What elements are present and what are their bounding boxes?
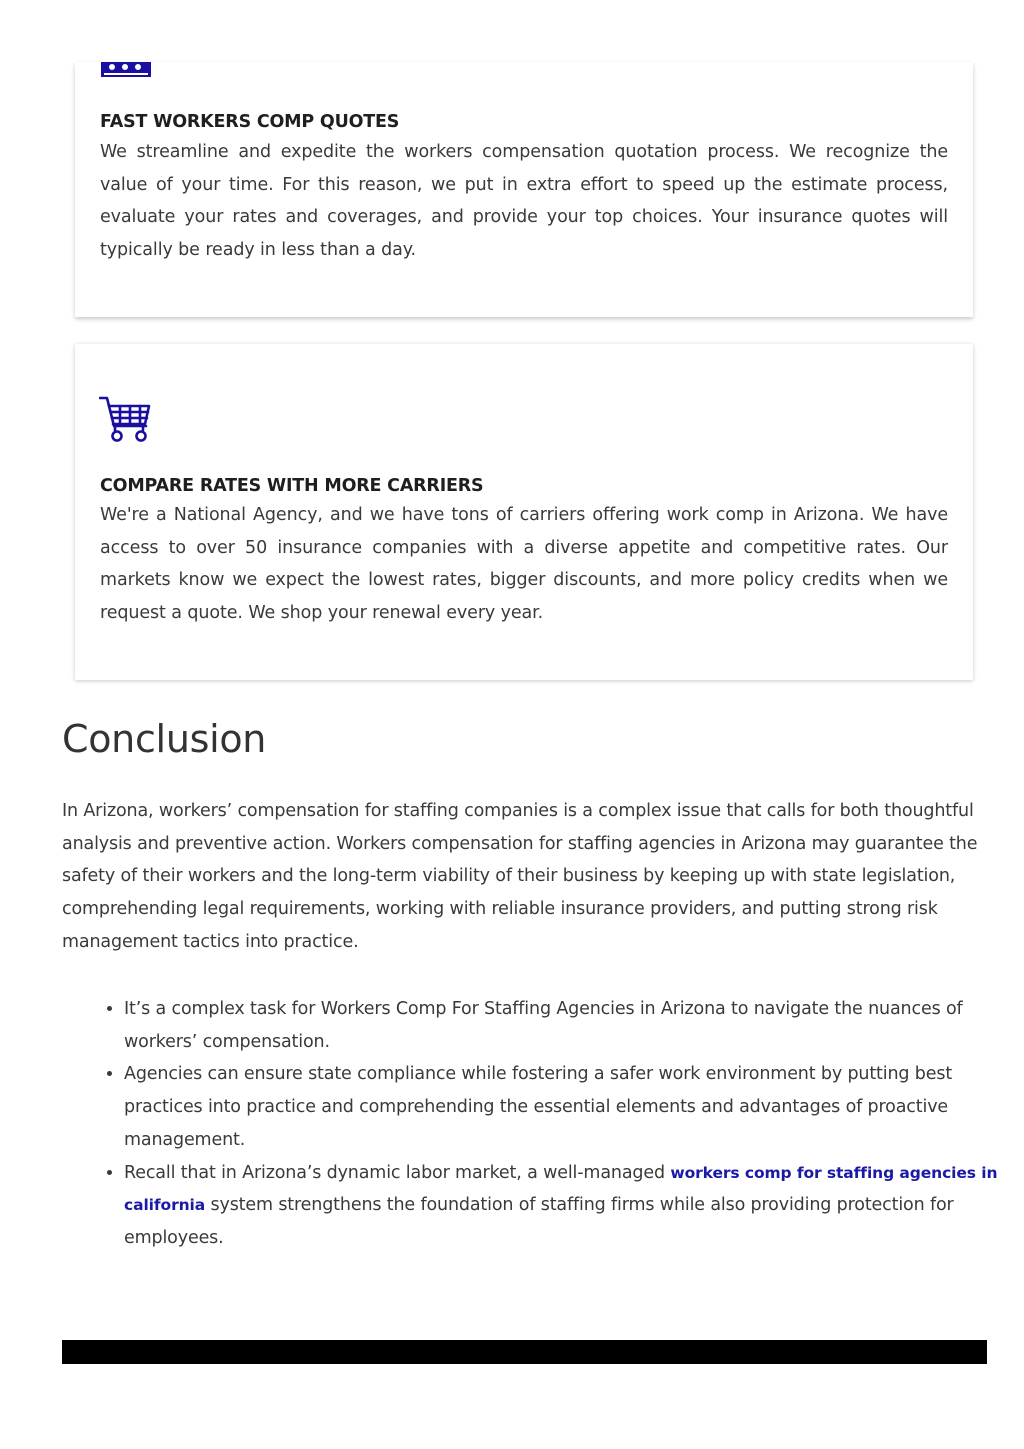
list-item bbox=[124, 1157, 1024, 1255]
conclusion-bullet-list bbox=[62, 993, 1024, 1255]
card-title: COMPARE RATES WITH MORE CARRIERS bbox=[100, 476, 484, 496]
card-body: We're a National Agency, and we have tons of carriers offering work comp in Arizona. We have access to over 50 insurance companies with a diverse appetite and competitive rates. Our markets know we expect the lowest rates, bigger discounts, and more policy credits when we request a quote. We shop your renewal every year. bbox=[100, 505, 948, 624]
card-body: We streamline and expedite the workers compensation quotation process. We recognize the value of your time. For this reason, we put in extra effort to speed up the estimate process, evaluate your rates and coverages, and provide your top choices. Your insurance quotes will typically be ready in less than a day. bbox=[100, 142, 948, 261]
feature-card-fast-quotes bbox=[75, 62, 973, 317]
list-item-text: Recall that in Arizona’s dynamic labor market, a well-managed bbox=[124, 1162, 671, 1183]
list-item: • Agencies can ensure state compliance while fostering a safer work environment by putting best practices into practice and comprehending the essential elements and advantages of proactive management. bbox=[124, 1058, 1024, 1156]
list-item-text: system strengthens the foundation of staffing firms while also providing protection for employees. bbox=[124, 1195, 954, 1248]
footer-bar bbox=[62, 1340, 987, 1364]
card-title: FAST WORKERS COMP QUOTES bbox=[100, 112, 400, 132]
feature-card-compare-rates bbox=[75, 344, 973, 680]
list-item: • It’s a complex task for Workers Comp For Staffing Agencies in Arizona to navigate the nuances of workers’ compensation. bbox=[124, 993, 1024, 1058]
conclusion-heading: Conclusion bbox=[62, 717, 267, 761]
partial-icon bbox=[100, 62, 152, 79]
workers-comp-california-link[interactable]: workers comp for staffing agencies in california bbox=[124, 1163, 998, 1215]
conclusion-paragraph: In Arizona, workers’ compensation for staffing companies is a complex issue that calls for both thoughtful analysis and preventive action. Workers compensation for staffing agencies in Arizona may guarantee the safety of their workers and the long-term viability of their business by keeping up with state legislation, comprehending legal requirements, working with reliable insurance providers, and putting strong risk management tactics into practice. bbox=[62, 801, 978, 952]
shopping-cart-icon bbox=[99, 396, 153, 444]
